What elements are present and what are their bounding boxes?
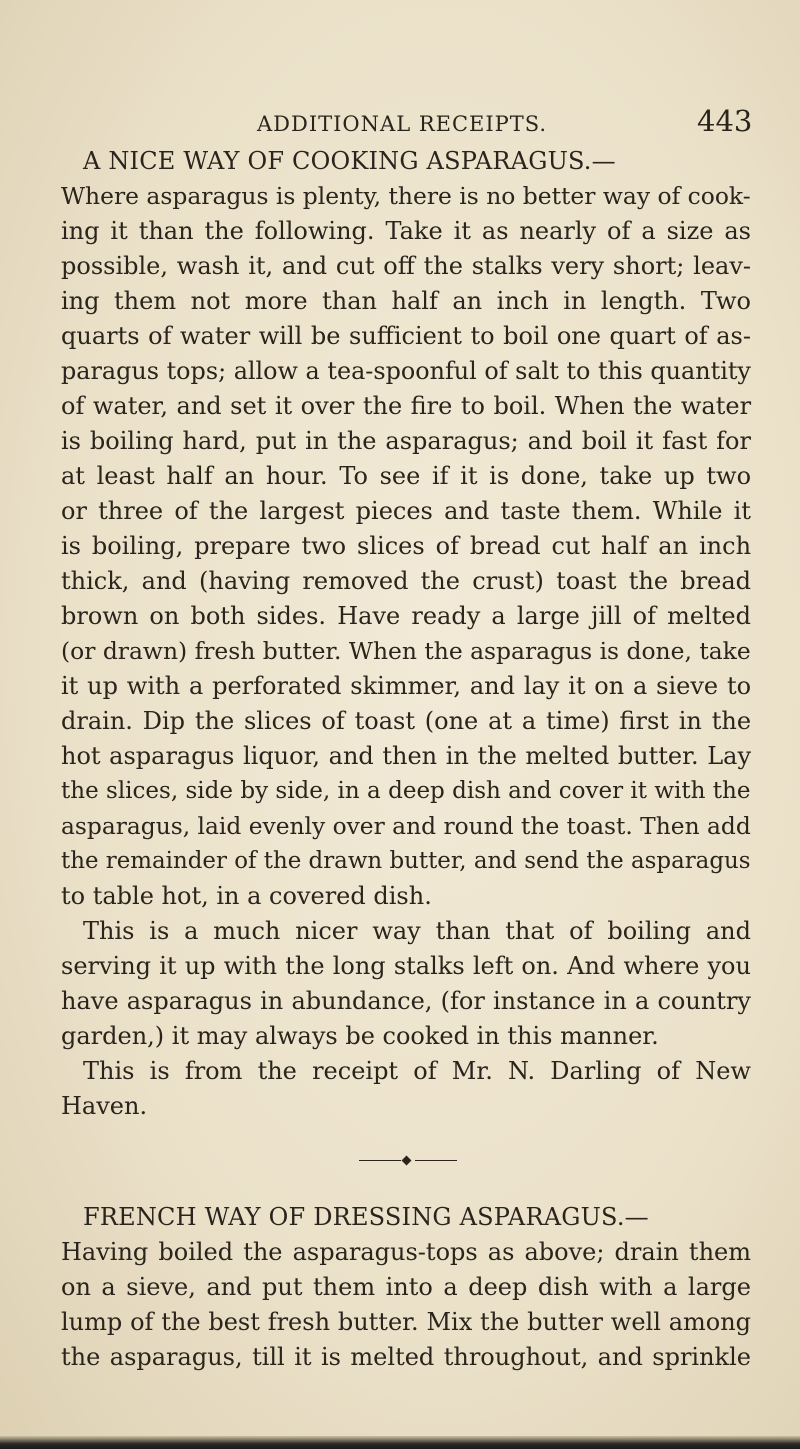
text-line: Haven. [61, 1092, 148, 1120]
divider-rule-right [415, 1160, 457, 1161]
text-line: quarts of water will be sufficient to boil one quart of as- [61, 322, 751, 350]
text-line: the asparagus, till it is melted throughout, and sprinkle [61, 1343, 751, 1371]
page-number: 443 [697, 104, 753, 138]
running-head [60, 102, 780, 142]
text-line: drain. Dip the slices of toast (one at a time) first in the [61, 707, 752, 735]
text-line: is boiling hard, put in the asparagus; and boil it fast for [61, 427, 751, 455]
text-line: asparagus, laid evenly over and round the toast. Then add [61, 812, 751, 840]
text-line: have asparagus in abundance, (for instance in a country [61, 987, 751, 1015]
page-text [61, 144, 751, 1375]
text-line: This is from the receipt of Mr. N. Darling of New [83, 1057, 751, 1085]
text-line: is boiling, prepare two slices of bread cut half an inch [61, 532, 752, 560]
text-line: the slices, side by side, in a deep dish and cover it with the [61, 778, 751, 804]
text-line: at least half an hour. To see if it is done, take up two [61, 462, 752, 490]
section-divider [61, 1124, 751, 1200]
text-line: Having boiled the asparagus-tops as above; drain them [61, 1238, 751, 1266]
text-line: possible, wash it, and cut off the stalks very short; leav- [61, 252, 752, 280]
text-line: paragus tops; allow a tea-spoonful of salt to this quantity [61, 357, 751, 385]
text-line: ing them not more than half an inch in length. Two [61, 287, 751, 315]
text-line: of water, and set it over the fire to boil. When the water [61, 392, 752, 420]
text-line: ing it than the following. Take it as nearly of a size as [61, 217, 751, 245]
text-line: or three of the largest pieces and taste them. While it [61, 497, 751, 525]
text-line: it up with a perforated skimmer, and lay it on a sieve to [61, 672, 752, 700]
text-line: This is a much nicer way than that of boiling and [83, 917, 751, 945]
text-line: (or drawn) fresh butter. When the asparagus is done, take [61, 637, 751, 665]
text-line: thick, and (having removed the crust) toast the bread [61, 567, 752, 595]
text-line: serving it up with the long stalks left on. And where you [61, 952, 751, 980]
diamond-ornament-icon [402, 1156, 412, 1166]
divider-rule-left [359, 1160, 401, 1161]
running-title: ADDITIONAL RECEIPTS. [257, 112, 548, 136]
text-line: brown on both sides. Have ready a large jill of melted [61, 602, 751, 630]
text-line: garden,) it may always be cooked in this manner. [61, 1022, 659, 1050]
recipe-heading: A NICE WAY OF COOKING ASPARAGUS.— [83, 147, 616, 175]
text-line: lump of the best fresh butter. Mix the butter well among [61, 1308, 752, 1336]
text-line: to table hot, in a covered dish. [61, 882, 432, 910]
text-line: Where asparagus is plenty, there is no better way of cook- [61, 182, 751, 210]
text-line: hot asparagus liquor, and then in the melted butter. Lay [61, 742, 751, 770]
text-line: the remainder of the drawn butter, and send the asparagus [61, 848, 751, 874]
recipe-heading: FRENCH WAY OF DRESSING ASPARAGUS.— [83, 1203, 649, 1231]
page-bottom-edge [0, 1436, 800, 1449]
text-line: on a sieve, and put them into a deep dish with a large [61, 1273, 751, 1301]
